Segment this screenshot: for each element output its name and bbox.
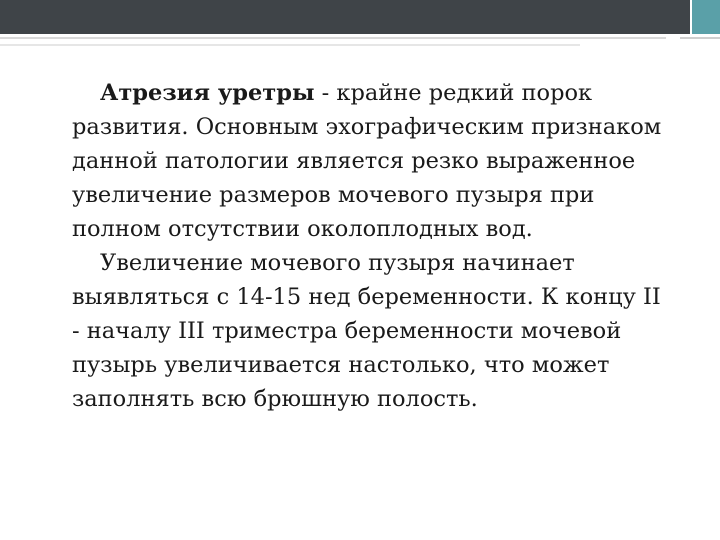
- slide-body: [72, 76, 672, 416]
- paragraph-2: Увеличение мочевого пузыря начинает выявляться с 14-15 нед беременности. К концу II - началу III триместра беременности мочевой пузырь увеличивается настолько, что может заполнять всю брюшную полость.: [72, 250, 661, 412]
- paragraph-1-text: - крайне редкий порок развития. Основным эхографическим признаком данной патологии является резко выраженное увеличение размеров мочевого пузыря при полном отсутствии околоплодных вод.: [72, 80, 662, 242]
- header-accent-block: [690, 0, 720, 34]
- header-bar: [0, 0, 690, 34]
- header-rule: [0, 37, 666, 39]
- term-heading: Атрезия уретры: [100, 80, 315, 106]
- header-rule-right: [680, 37, 720, 39]
- header-rule-secondary: [0, 44, 580, 46]
- paragraph-1: [72, 76, 672, 246]
